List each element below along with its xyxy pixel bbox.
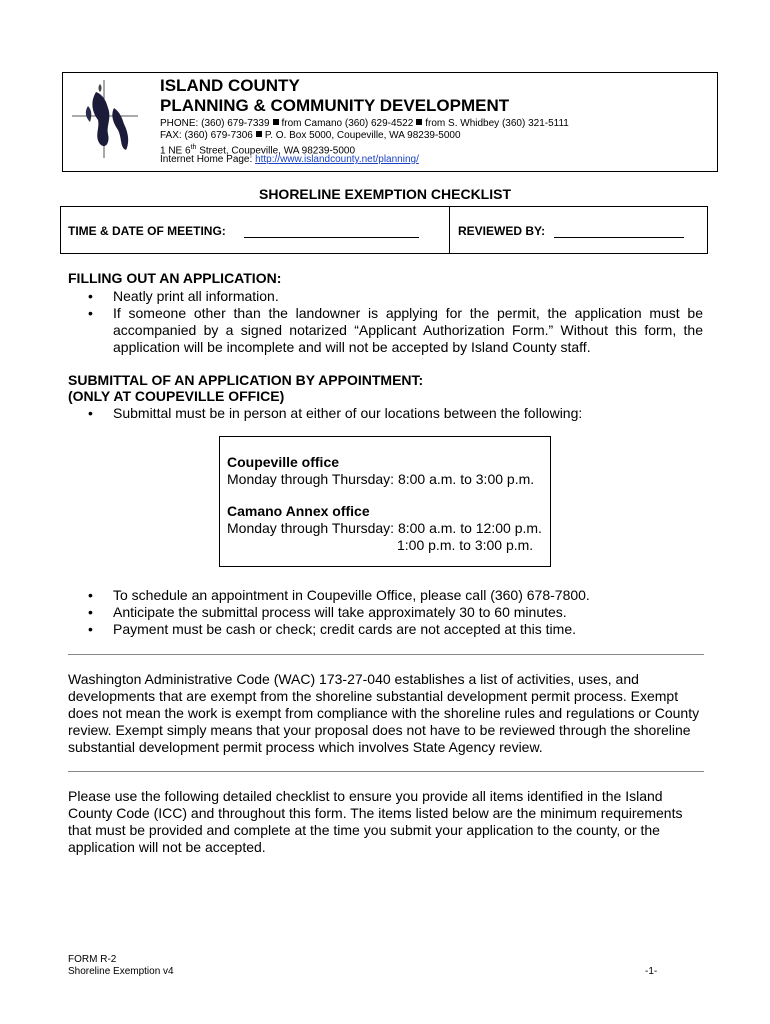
submittal-heading: SUBMITTAL OF AN APPLICATION BY APPOINTMENT:	[68, 372, 424, 388]
wac-line-1: Washington Administrative Code (WAC) 173-27-040 establishes a list of activities, uses, and	[68, 671, 639, 687]
bullet-icon: •	[88, 288, 93, 304]
coupeville-title: Coupeville office	[227, 454, 340, 470]
note-appointment: To schedule an appointment in Coupeville Office, please call (360) 678-7800.	[113, 587, 590, 603]
page-title: SHORELINE EXEMPTION CHECKLIST	[258, 186, 512, 202]
wac-line-5: substantial development permit process which involves State Agency review.	[68, 739, 543, 755]
reviewed-by-field[interactable]	[554, 236, 684, 238]
wac-line-4: review. Exempt simply means that your proposal does not have to be reviewed through the shoreline	[68, 722, 691, 738]
phone-line	[160, 118, 569, 130]
homepage-label: Internet Home Page:	[160, 154, 256, 165]
island-county-logo	[70, 78, 140, 160]
form-number: FORM R-2	[68, 954, 117, 965]
bullet-icon: •	[88, 587, 93, 603]
street-number: 1 NE 6	[160, 145, 191, 157]
wac-line-3: does not mean the work is exempt from compliance with the shoreline rules and regulations or County	[68, 705, 700, 721]
homepage-link[interactable]: http://www.islandcounty.net/planning/	[255, 154, 419, 165]
checklist-line-4: application will not be accepted.	[68, 839, 266, 855]
checklist-line-1: Please use the following detailed checklist to ensure you provide all items identified in the Island	[68, 788, 663, 804]
checklist-line-2: County Code (ICC) and throughout this form. The items listed below are the minimum requirements	[68, 805, 683, 821]
phone-main: PHONE: (360) 679-7339	[160, 118, 270, 129]
reviewed-by-label: REVIEWED BY:	[458, 224, 546, 238]
phone-whidbey: from S. Whidbey (360) 321-5111	[425, 118, 569, 129]
camano-hours-morning: Monday through Thursday: 8:00 a.m. to 12:00 p.m.	[227, 520, 542, 536]
filling-bullet-1: Neatly print all information.	[113, 288, 279, 304]
bullet-icon: •	[88, 405, 93, 421]
meeting-box-divider	[449, 206, 450, 254]
coupeville-hours: Monday through Thursday: 8:00 a.m. to 3:00 p.m.	[227, 471, 535, 487]
time-date-field[interactable]	[244, 236, 419, 238]
filling-bullet-2-line3: application will be incomplete and will not be accepted by Island County staff.	[113, 339, 591, 355]
square-bullet-icon	[256, 131, 262, 137]
street-rest: Street, Coupeville, WA 98239-5000	[196, 145, 356, 157]
po-box: P. O. Box 5000, Coupeville, WA 98239-5000	[264, 130, 461, 141]
homepage-line	[160, 154, 419, 166]
note-duration: Anticipate the submittal process will take approximately 30 to 60 minutes.	[113, 604, 567, 620]
wac-line-2: developments that are exempt from the shoreline substantial development permit process. Exempt	[68, 688, 679, 704]
form-name: Shoreline Exemption v4	[68, 966, 174, 977]
checklist-line-3: that must be provided and complete at the time you submit your application to the county, or the	[68, 822, 660, 838]
bullet-icon: •	[88, 604, 93, 620]
org-name-line2: PLANNING & COMMUNITY DEVELOPMENT	[160, 96, 510, 115]
divider	[68, 654, 704, 655]
divider	[68, 771, 704, 772]
camano-title: Camano Annex office	[227, 503, 370, 519]
fax-line	[160, 130, 461, 142]
time-date-label: TIME & DATE OF MEETING:	[68, 224, 226, 238]
phone-camano: from Camano (360) 629-4522	[281, 118, 414, 129]
submittal-bullet: Submittal must be in person at either of our locations between the following:	[113, 405, 583, 421]
filling-bullet-2-line2: accompanied by a signed notarized “Applicant Authorization Form.” Without this form, the	[113, 322, 703, 338]
bullet-icon: •	[88, 621, 93, 637]
filling-bullet-2-line1: If someone other than the landowner is applying for the permit, the application must be	[113, 305, 703, 321]
org-name-line1: ISLAND COUNTY	[160, 76, 300, 95]
note-payment: Payment must be cash or check; credit cards are not accepted at this time.	[113, 621, 576, 637]
square-bullet-icon	[416, 119, 422, 125]
fax-number: FAX: (360) 679-7306	[160, 130, 253, 141]
square-bullet-icon	[273, 119, 279, 125]
filling-heading: FILLING OUT AN APPLICATION:	[68, 270, 282, 286]
page-number: -1-	[645, 966, 658, 977]
bullet-icon: •	[88, 305, 93, 321]
camano-hours-afternoon: 1:00 p.m. to 3:00 p.m.	[397, 537, 534, 553]
street-superscript: th	[190, 144, 197, 151]
submittal-subheading: (ONLY AT COUPEVILLE OFFICE)	[68, 388, 285, 404]
